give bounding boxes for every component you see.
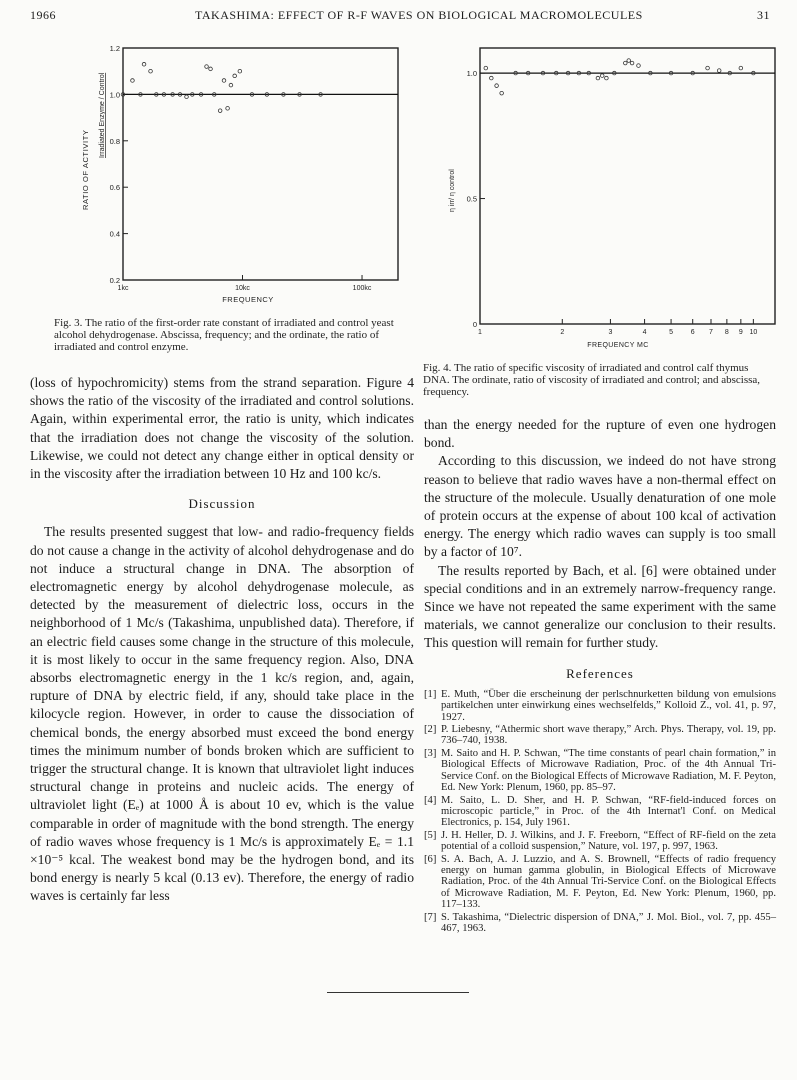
data-point [484,66,488,70]
reference-item: [1] E. Muth, “Über die erscheinung der perlschnurketten bildung von emulsions partikelchen unter einwirkung eines wechselfelds,” Kolloid Z., vol. 41, p. 97, 1927. [424,688,776,723]
figure-4-x-ticks [478,319,757,336]
figure-3-plot-frame [123,48,398,280]
figure-3-ylabel: RATIO OF ACTIVITY [81,129,90,210]
x-tick-label: 4 [642,329,647,336]
x-tick-label: 2 [560,329,565,336]
x-tick-label: 7 [709,329,713,336]
left-paragraph-2: The results presented suggest that low- and radio-frequency fields do not cause a change in the activity of alcohol dehydrogenase and do not induce a structural change in DNA. The absorption of electromagnetic energy by alcohol dehydrogenase molecule, as detected by the measurement of dielectric loss, occurs in the neighborhood of 1 Mc/s (Takashima, unpublished data). Therefore, if an electric field causes some change in the structure of this molecule, it is most likely to occur in the same frequency region. Also, DNA absorbs electromagnetic energy in the 1 kc/s region, and, again, rupture of DNA by electric field, if any, should take place in the kilocycle region. However, in order to cause the dissociation of chemical bonds, the energy absorbed must exceed the bond energy times the minimum number of bonds broken which are sufficient to trigger the structural change. It is known that ultraviolet light induces structural change in proteins and nucleic acids. The energy of ultraviolet light (Eₑ) at 1000 Å is about 10 ev, which is the value comparable in order of magnitude with the bond strength. The energy of radio waves whose frequency is 1 Mc/s is approximately Eₑ = 1.1 ×10⁻⁵ kcal. The weakest bond may be the hydrogen bond, and its bond energy is nearly 5 kcal (0.13 ev). Therefore, the energy of radio waves is certainly far less [30,524,414,904]
discussion-heading: Discussion [188,496,256,512]
data-point [131,79,135,83]
y-tick-label: 0.5 [466,194,477,204]
x-tick-label: 8 [724,329,729,336]
y-tick-label: 0 [472,320,477,329]
data-point [637,64,641,68]
left-column [30,374,414,906]
figure-4-y-ticks [467,69,485,329]
data-point [222,79,226,83]
data-point [623,61,627,65]
header-year: 1966 [30,8,56,22]
reference-item: [5] J. H. Heller, D. J. Wilkins, and J. F. Freeborn, “Effect of RF-field on the zeta potential of a colloid suspension,” Nature, vol. 197, p. 997, 1963. [424,829,776,853]
figure-4-points [484,59,755,95]
y-tick-label: 1.0 [466,69,477,79]
figure-4-caption: Fig. 4. The ratio of specific viscosity of irradiated and control calf thymus DNA. The ordinate, ratio of viscosity of irradiated and control; and abscissa, frequency. [423,362,761,398]
right-paragraph-2: According to this discussion, we indeed do not have strong reason to believe that radio waves have a non-thermal effect on the structure of the molecule. Usually denaturation of one mole of protein occurs at the expense of about 100 kcal of activation energy. The energy which radio waves can supply is too small by a factor of 10⁷. [424,453,776,560]
x-tick-label: 100kc [352,285,372,292]
y-tick-label: 0.4 [109,229,120,239]
data-point [142,62,146,66]
data-point [500,91,504,95]
header-title: TAKASHIMA: EFFECT OF R-F WAVES ON BIOLOGICAL MACROMOLECULES [195,8,643,22]
x-tick-label: 10 [749,329,758,336]
reference-item: [2] P. Liebesny, “Athermic short wave therapy,” Arch. Phys. Therapy, vol. 19, pp. 736–740, 1938. [424,724,776,747]
reference-item: [7] S. Takashima, “Dielectric dispersion of DNA,” J. Mol. Biol., vol. 7, pp. 455–467, 1963. [424,911,776,934]
data-point [600,74,604,78]
x-tick-label: 6 [690,329,695,336]
data-point [238,69,242,73]
x-tick-label: 10kc [235,285,250,292]
data-point [229,83,233,87]
data-point [209,67,213,71]
reference-item: [4] M. Saito, L. D. Sher, and H. P. Schwan, “RF-field-induced forces on microscopic particle,” in Proc. of the 4th Internat'l Conf. on Medical Electronics, p. 154, July 1961. [424,794,776,829]
data-point [706,66,710,70]
data-point [185,95,189,99]
figure-4-plot-frame [480,48,775,324]
data-point [490,76,494,80]
figure-3-y-ticks [110,44,128,285]
y-tick-label: 0.2 [109,276,120,285]
figure-4-ylabel: η irr/ η control [449,169,456,212]
right-column [424,416,776,935]
page-number: 31 [757,8,770,22]
figure-3-caption: Fig. 3. The ratio of the first-order rate constant of irradiated and control yeast alcohol dehydrogenase. Abscissa, frequency; and the ordinate, the ratio of irradiated and control enzyme. [54,317,394,353]
figure-3-xlabel: FREQUENCY [222,295,274,304]
reference-item: [6] S. A. Bach, A. J. Luzzio, and A. S. Brownell, “Effects of radio frequency energy on human gamma globulin, in Biological Effects of Microwave Radiation, Proc. of the 4th Annual Tri-Service Conf. on the Biological Effects of Microwave Radiation, M. F. Peyton, Ed. New York: Plenum, 1960, pp. 117–133. [424,853,776,911]
y-tick-label: 0.8 [109,136,120,146]
data-point [739,66,743,70]
data-point [205,65,209,69]
data-point [630,61,634,65]
data-point [218,109,222,113]
right-paragraph-3: The results reported by Bach, et al. [6] were obtained under special conditions and in an extremely narrow-frequency range. Since we have not repeated the same experiment with the same materials, we cannot generalize our conclusion to their results. This question will remain for further study. [424,562,776,651]
figure-3-points [121,62,322,112]
references-heading: References [566,665,634,681]
data-point [627,59,631,63]
left-paragraph-1: (loss of hypochromicity) stems from the strand separation. Figure 4 shows the ratio of the viscosity of the irradiated and control solutions. Again, within experimental error, the ratio is unity, which indicates that the irradiation does not change the viscosity of the solution. Likewise, we could not detect any change either in optical density or in the viscosity after the irradiation between 10 Hz and 100 kc/s. [30,375,414,482]
references-list [424,689,776,935]
x-tick-label: 1 [478,329,482,336]
end-rule [327,992,469,993]
x-tick-label: 1kc [117,285,129,292]
data-point [596,76,600,80]
figure-3-chart [78,40,408,310]
x-tick-label: 5 [669,329,674,336]
data-point [495,84,499,88]
x-tick-label: 9 [738,329,743,336]
data-point [605,76,609,80]
data-point [149,69,153,73]
right-paragraph-1: than the energy needed for the rupture of even one hydrogen bond. [424,417,776,451]
y-tick-label: 1.0 [109,90,120,100]
figure-4-xlabel: FREQUENCY MC [587,342,649,349]
figure-3-x-ticks [118,275,372,292]
data-point [233,74,237,78]
reference-item: [3] M. Saito and H. P. Schwan, “The time constants of pearl chain formation,” in Biological Effects of Microwave Radiation, Proc. of the 4th Annual Tri-Service Conf. on the Biological Effects of Microwave Radiation, M. F. Peyton, Ed. New York: Plenum, 1960, pp. 85–97. [424,747,776,794]
figure-3-ylabel-fraction: Irradiated Enzyme / Control [99,72,106,158]
y-tick-label: 0.6 [109,183,120,193]
y-tick-label: 1.2 [109,44,120,53]
data-point [717,69,721,73]
x-tick-label: 3 [608,329,613,336]
data-point [226,107,230,111]
figure-4-chart [440,40,785,352]
